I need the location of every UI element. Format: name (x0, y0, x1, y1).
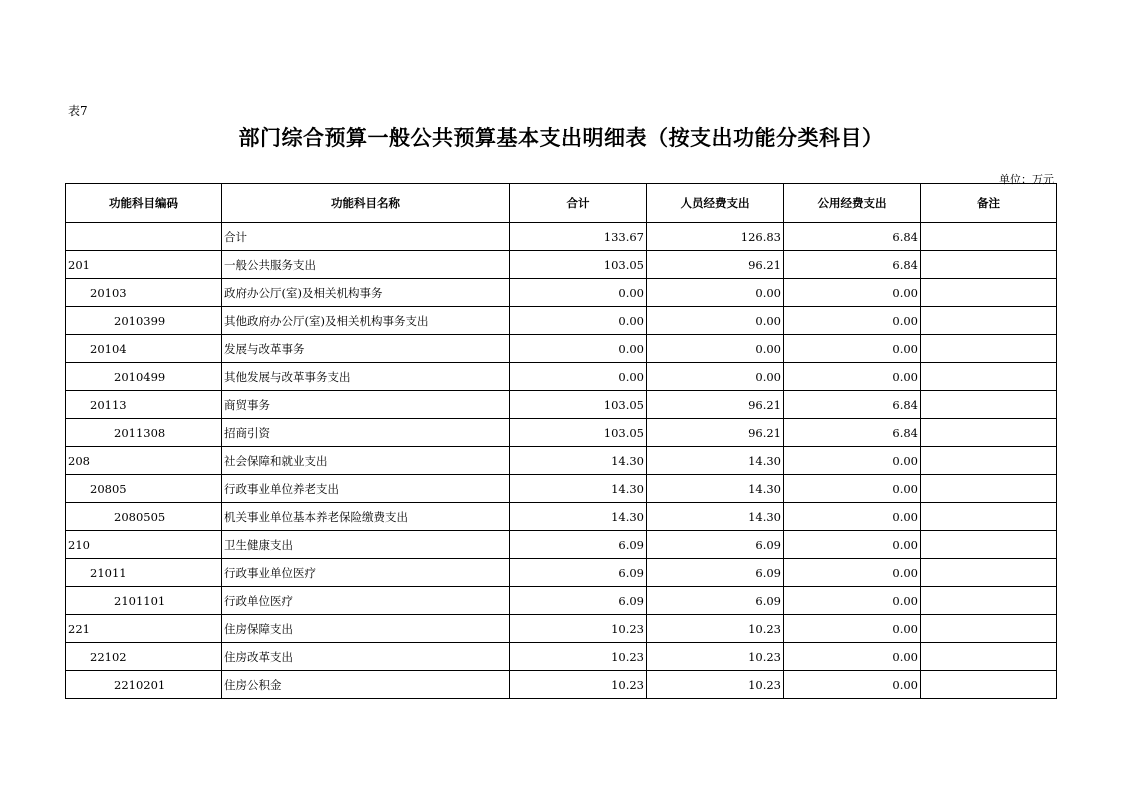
cell-total: 10.23 (510, 615, 647, 643)
cell-code: 2010399 (66, 307, 222, 335)
cell-public: 6.84 (784, 251, 921, 279)
table-row (66, 643, 1057, 671)
cell-code: 21011 (66, 559, 222, 587)
cell-personnel: 96.21 (647, 391, 784, 419)
cell-code: 201 (66, 251, 222, 279)
cell-public: 0.00 (784, 643, 921, 671)
cell-name: 政府办公厅(室)及相关机构事务 (222, 279, 510, 307)
cell-public: 0.00 (784, 531, 921, 559)
cell-personnel: 10.23 (647, 615, 784, 643)
header-remark: 备注 (921, 184, 1057, 223)
cell-total: 10.23 (510, 671, 647, 699)
cell-remark (921, 475, 1057, 503)
cell-total: 103.05 (510, 251, 647, 279)
cell-code: 2011308 (66, 419, 222, 447)
cell-remark (921, 251, 1057, 279)
header-name: 功能科目名称 (222, 184, 510, 223)
cell-remark (921, 279, 1057, 307)
table-row (66, 251, 1057, 279)
page-title: 部门综合预算一般公共预算基本支出明细表（按支出功能分类科目） (238, 126, 884, 150)
cell-total: 0.00 (510, 279, 647, 307)
cell-remark (921, 447, 1057, 475)
cell-name: 行政事业单位医疗 (222, 559, 510, 587)
cell-personnel: 10.23 (647, 643, 784, 671)
cell-name: 发展与改革事务 (222, 335, 510, 363)
cell-personnel: 14.30 (647, 447, 784, 475)
cell-code: 20805 (66, 475, 222, 503)
cell-personnel: 96.21 (647, 419, 784, 447)
cell-total: 14.30 (510, 475, 647, 503)
unit-label: 单位：万元 (999, 173, 1054, 186)
table-body (66, 223, 1057, 699)
header-total: 合计 (510, 184, 647, 223)
cell-name: 其他政府办公厅(室)及相关机构事务支出 (222, 307, 510, 335)
cell-total: 133.67 (510, 223, 647, 251)
cell-personnel: 0.00 (647, 335, 784, 363)
cell-code (66, 223, 222, 251)
cell-total: 103.05 (510, 419, 647, 447)
cell-name: 行政单位医疗 (222, 587, 510, 615)
cell-name: 合计 (222, 223, 510, 251)
cell-remark (921, 419, 1057, 447)
budget-table (65, 183, 1057, 699)
table-row (66, 363, 1057, 391)
cell-code: 2101101 (66, 587, 222, 615)
cell-personnel: 0.00 (647, 279, 784, 307)
cell-personnel: 6.09 (647, 531, 784, 559)
cell-public: 0.00 (784, 447, 921, 475)
table-row (66, 447, 1057, 475)
cell-personnel: 0.00 (647, 363, 784, 391)
cell-total: 10.23 (510, 643, 647, 671)
cell-personnel: 126.83 (647, 223, 784, 251)
table-row (66, 223, 1057, 251)
table-number: 表7 (68, 104, 88, 118)
cell-name: 行政事业单位养老支出 (222, 475, 510, 503)
cell-public: 0.00 (784, 307, 921, 335)
cell-public: 0.00 (784, 587, 921, 615)
cell-remark (921, 671, 1057, 699)
cell-name: 卫生健康支出 (222, 531, 510, 559)
cell-total: 0.00 (510, 363, 647, 391)
cell-public: 0.00 (784, 559, 921, 587)
cell-public: 0.00 (784, 615, 921, 643)
cell-name: 住房公积金 (222, 671, 510, 699)
table-row (66, 335, 1057, 363)
cell-name: 招商引资 (222, 419, 510, 447)
cell-personnel: 6.09 (647, 587, 784, 615)
table-row (66, 503, 1057, 531)
table-row (66, 391, 1057, 419)
cell-public: 6.84 (784, 419, 921, 447)
cell-personnel: 6.09 (647, 559, 784, 587)
cell-remark (921, 503, 1057, 531)
header-code: 功能科目编码 (66, 184, 222, 223)
cell-remark (921, 559, 1057, 587)
cell-total: 0.00 (510, 307, 647, 335)
cell-personnel: 96.21 (647, 251, 784, 279)
header-personnel: 人员经费支出 (647, 184, 784, 223)
cell-public: 0.00 (784, 671, 921, 699)
cell-code: 210 (66, 531, 222, 559)
table-header-row (66, 184, 1057, 223)
cell-remark (921, 391, 1057, 419)
cell-total: 14.30 (510, 503, 647, 531)
cell-public: 6.84 (784, 223, 921, 251)
cell-code: 208 (66, 447, 222, 475)
cell-code: 22102 (66, 643, 222, 671)
cell-remark (921, 531, 1057, 559)
cell-name: 一般公共服务支出 (222, 251, 510, 279)
cell-remark (921, 363, 1057, 391)
table-row (66, 615, 1057, 643)
cell-remark (921, 335, 1057, 363)
cell-name: 其他发展与改革事务支出 (222, 363, 510, 391)
table-row (66, 419, 1057, 447)
cell-code: 221 (66, 615, 222, 643)
cell-name: 住房保障支出 (222, 615, 510, 643)
cell-remark (921, 643, 1057, 671)
cell-code: 2010499 (66, 363, 222, 391)
cell-remark (921, 223, 1057, 251)
table-row (66, 279, 1057, 307)
cell-code: 2080505 (66, 503, 222, 531)
table-row (66, 307, 1057, 335)
cell-personnel: 10.23 (647, 671, 784, 699)
table-row (66, 671, 1057, 699)
table-row (66, 559, 1057, 587)
cell-remark (921, 615, 1057, 643)
cell-public: 0.00 (784, 279, 921, 307)
cell-code: 2210201 (66, 671, 222, 699)
cell-code: 20113 (66, 391, 222, 419)
cell-public: 0.00 (784, 503, 921, 531)
cell-public: 6.84 (784, 391, 921, 419)
cell-name: 商贸事务 (222, 391, 510, 419)
cell-total: 6.09 (510, 531, 647, 559)
cell-total: 14.30 (510, 447, 647, 475)
cell-name: 社会保障和就业支出 (222, 447, 510, 475)
cell-remark (921, 587, 1057, 615)
cell-personnel: 14.30 (647, 475, 784, 503)
table-row (66, 531, 1057, 559)
table-row (66, 475, 1057, 503)
cell-code: 20104 (66, 335, 222, 363)
cell-total: 6.09 (510, 559, 647, 587)
cell-public: 0.00 (784, 363, 921, 391)
cell-remark (921, 307, 1057, 335)
cell-code: 20103 (66, 279, 222, 307)
cell-total: 6.09 (510, 587, 647, 615)
cell-public: 0.00 (784, 475, 921, 503)
cell-public: 0.00 (784, 335, 921, 363)
cell-total: 103.05 (510, 391, 647, 419)
cell-personnel: 0.00 (647, 307, 784, 335)
header-public: 公用经费支出 (784, 184, 921, 223)
cell-name: 住房改革支出 (222, 643, 510, 671)
table-row (66, 587, 1057, 615)
cell-personnel: 14.30 (647, 503, 784, 531)
cell-name: 机关事业单位基本养老保险缴费支出 (222, 503, 510, 531)
cell-total: 0.00 (510, 335, 647, 363)
